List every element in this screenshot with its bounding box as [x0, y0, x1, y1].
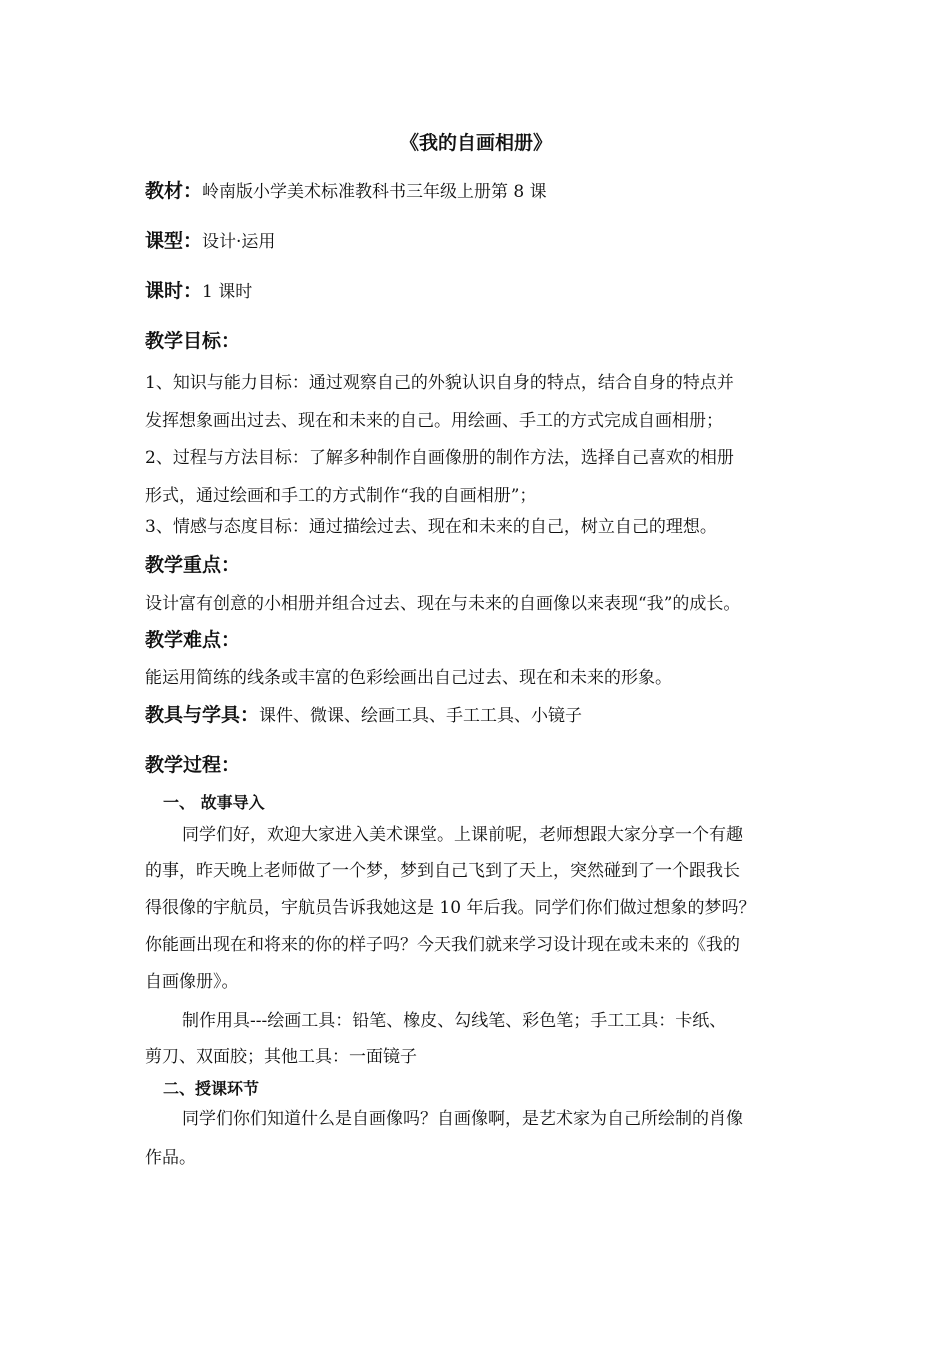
info-value: 设计·运用 — [202, 232, 276, 252]
info-lesson-type — [145, 229, 815, 254]
info-label: 课时： — [145, 280, 203, 302]
tools-label: 教具与学具： — [145, 704, 260, 726]
paragraph-line: 剪刀、双面胶；其他工具：一面镜子 — [145, 1047, 417, 1067]
info-label: 课型： — [145, 230, 203, 252]
paragraph-line: 制作用具---绘画工具：铅笔、橡皮、勾线笔、彩色笔；手工工具：卡纸、 — [182, 1011, 727, 1031]
tools-value: 课件、微课、绘画工具、手工工具、小镜子 — [259, 706, 583, 726]
key-points-text: 设计富有创意的小相册并组合过去、现在与未来的自画像以来表现“我”的成长。 — [145, 594, 741, 614]
info-label: 教材： — [145, 180, 203, 202]
key-points-heading: 教学重点： — [145, 554, 241, 576]
objective-line: 形式，通过绘画和手工的方式制作“我的自画相册”； — [145, 486, 537, 506]
objective-line: 3、情感与态度目标：通过描绘过去、现在和未来的自己，树立自己的理想。 — [145, 517, 717, 537]
document-title: 《我的自画相册》 — [399, 132, 552, 154]
objective-line: 2、过程与方法目标：了解多种制作自画像册的制作方法，选择自己喜欢的相册 — [145, 448, 734, 468]
paragraph-line: 得很像的宇航员，宇航员告诉我她这是 10 年后我。同学们你们做过想象的梦吗？ — [145, 898, 756, 918]
paragraph-line: 同学们好，欢迎大家进入美术课堂。上课前呢，老师想跟大家分享一个有趣 — [182, 825, 743, 845]
objective-line: 1、知识与能力目标：通过观察自己的外貌认识自身的特点，结合自身的特点并 — [145, 373, 734, 393]
tools-line — [145, 703, 815, 728]
paragraph-line: 自画像册》。 — [145, 972, 239, 992]
info-value: 岭南版小学美术标准教科书三年级上册第 8 课 — [202, 182, 547, 202]
difficulties-text: 能运用简练的线条或丰富的色彩绘画出自己过去、现在和未来的形象。 — [145, 668, 672, 688]
objectives-heading: 教学目标： — [145, 330, 241, 352]
section-title: 二、授课环节 — [163, 1079, 260, 1098]
info-class-hours — [145, 279, 815, 304]
paragraph-line: 你能画出现在和将来的你的样子吗？今天我们就来学习设计现在或未来的《我的 — [145, 935, 740, 955]
paragraph-line: 作品。 — [145, 1148, 196, 1168]
section-title: 一、 故事导入 — [163, 793, 265, 812]
paragraph-line: 的事，昨天晚上老师做了一个梦，梦到自己飞到了天上，突然碰到了一个跟我长 — [145, 861, 740, 881]
paragraph-line: 同学们你们知道什么是自画像吗？自画像啊，是艺术家为自己所绘制的肖像 — [182, 1109, 743, 1129]
objective-line: 发挥想象画出过去、现在和未来的自己。用绘画、手工的方式完成自画相册； — [145, 411, 723, 431]
info-value: 1 课时 — [202, 282, 253, 302]
info-textbook — [145, 179, 815, 204]
difficulties-heading: 教学难点： — [145, 629, 241, 651]
process-heading: 教学过程： — [145, 754, 241, 776]
